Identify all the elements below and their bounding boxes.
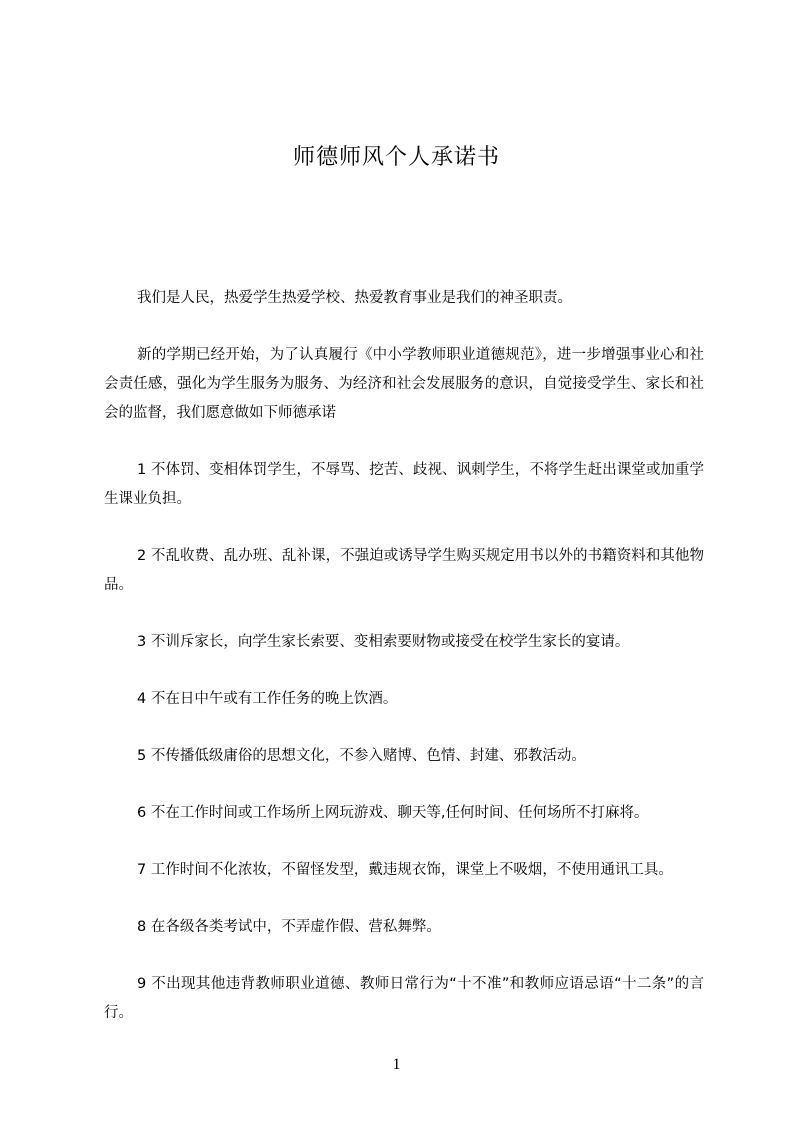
pledge-item-4: 4 不在日中午或有工作任务的晚上饮酒。: [137, 691, 398, 707]
document-body: [104, 284, 704, 1056]
document-title: 师德师风个人承诺书: [292, 145, 500, 170]
paragraph-preamble: 新的学期已经开始，为了认真履行《中小学教师职业道德规范》，进一步增强事业心和社会责任感，强化为学生服务为服务、为经济和社会发展服务的意识，自觉接受学生、家长和社会的监督，我们愿意做如下师德承诺: [104, 347, 704, 421]
pledge-item-6: 6 不在工作时间或工作场所上网玩游戏、聊天等,任何时间、任何场所不打麻将。: [137, 805, 649, 821]
pledge-item-7: 7 工作时间不化浓妆，不留怪发型，戴违规衣饰，课堂上不吸烟，不使用通讯工具。: [137, 862, 673, 878]
pledge-item-2: 2 不乱收费、乱办班、乱补课，不强迫或诱导学生购买规定用书以外的书籍资料和其他物品。: [104, 548, 704, 593]
pledge-item-9: 9 不出现其他违背教师职业道德、教师日常行为“十不准”和教师应语忌语“十二条”的言行。: [104, 976, 704, 1021]
pledge-item-3: 3 不训斥家长，向学生家长索要、变相索要财物或接受在校学生家长的宴请。: [137, 634, 630, 650]
pledge-item-5: 5 不传播低级庸俗的思想文化，不参入赌博、色情、封建、邪教活动。: [137, 748, 586, 764]
paragraph-intro: 我们是人民，热爱学生热爱学校、热爱教育事业是我们的神圣职责。: [137, 290, 572, 306]
pledge-item-8: 8 在各级各类考试中，不弄虚作假、营私舞弊。: [137, 919, 441, 935]
page-number: 1: [392, 1056, 401, 1073]
pledge-item-1: 1 不体罚、变相体罚学生，不辱骂、挖苦、歧视、讽刺学生，不将学生赶出课堂或加重学生课业负担。: [104, 462, 704, 507]
